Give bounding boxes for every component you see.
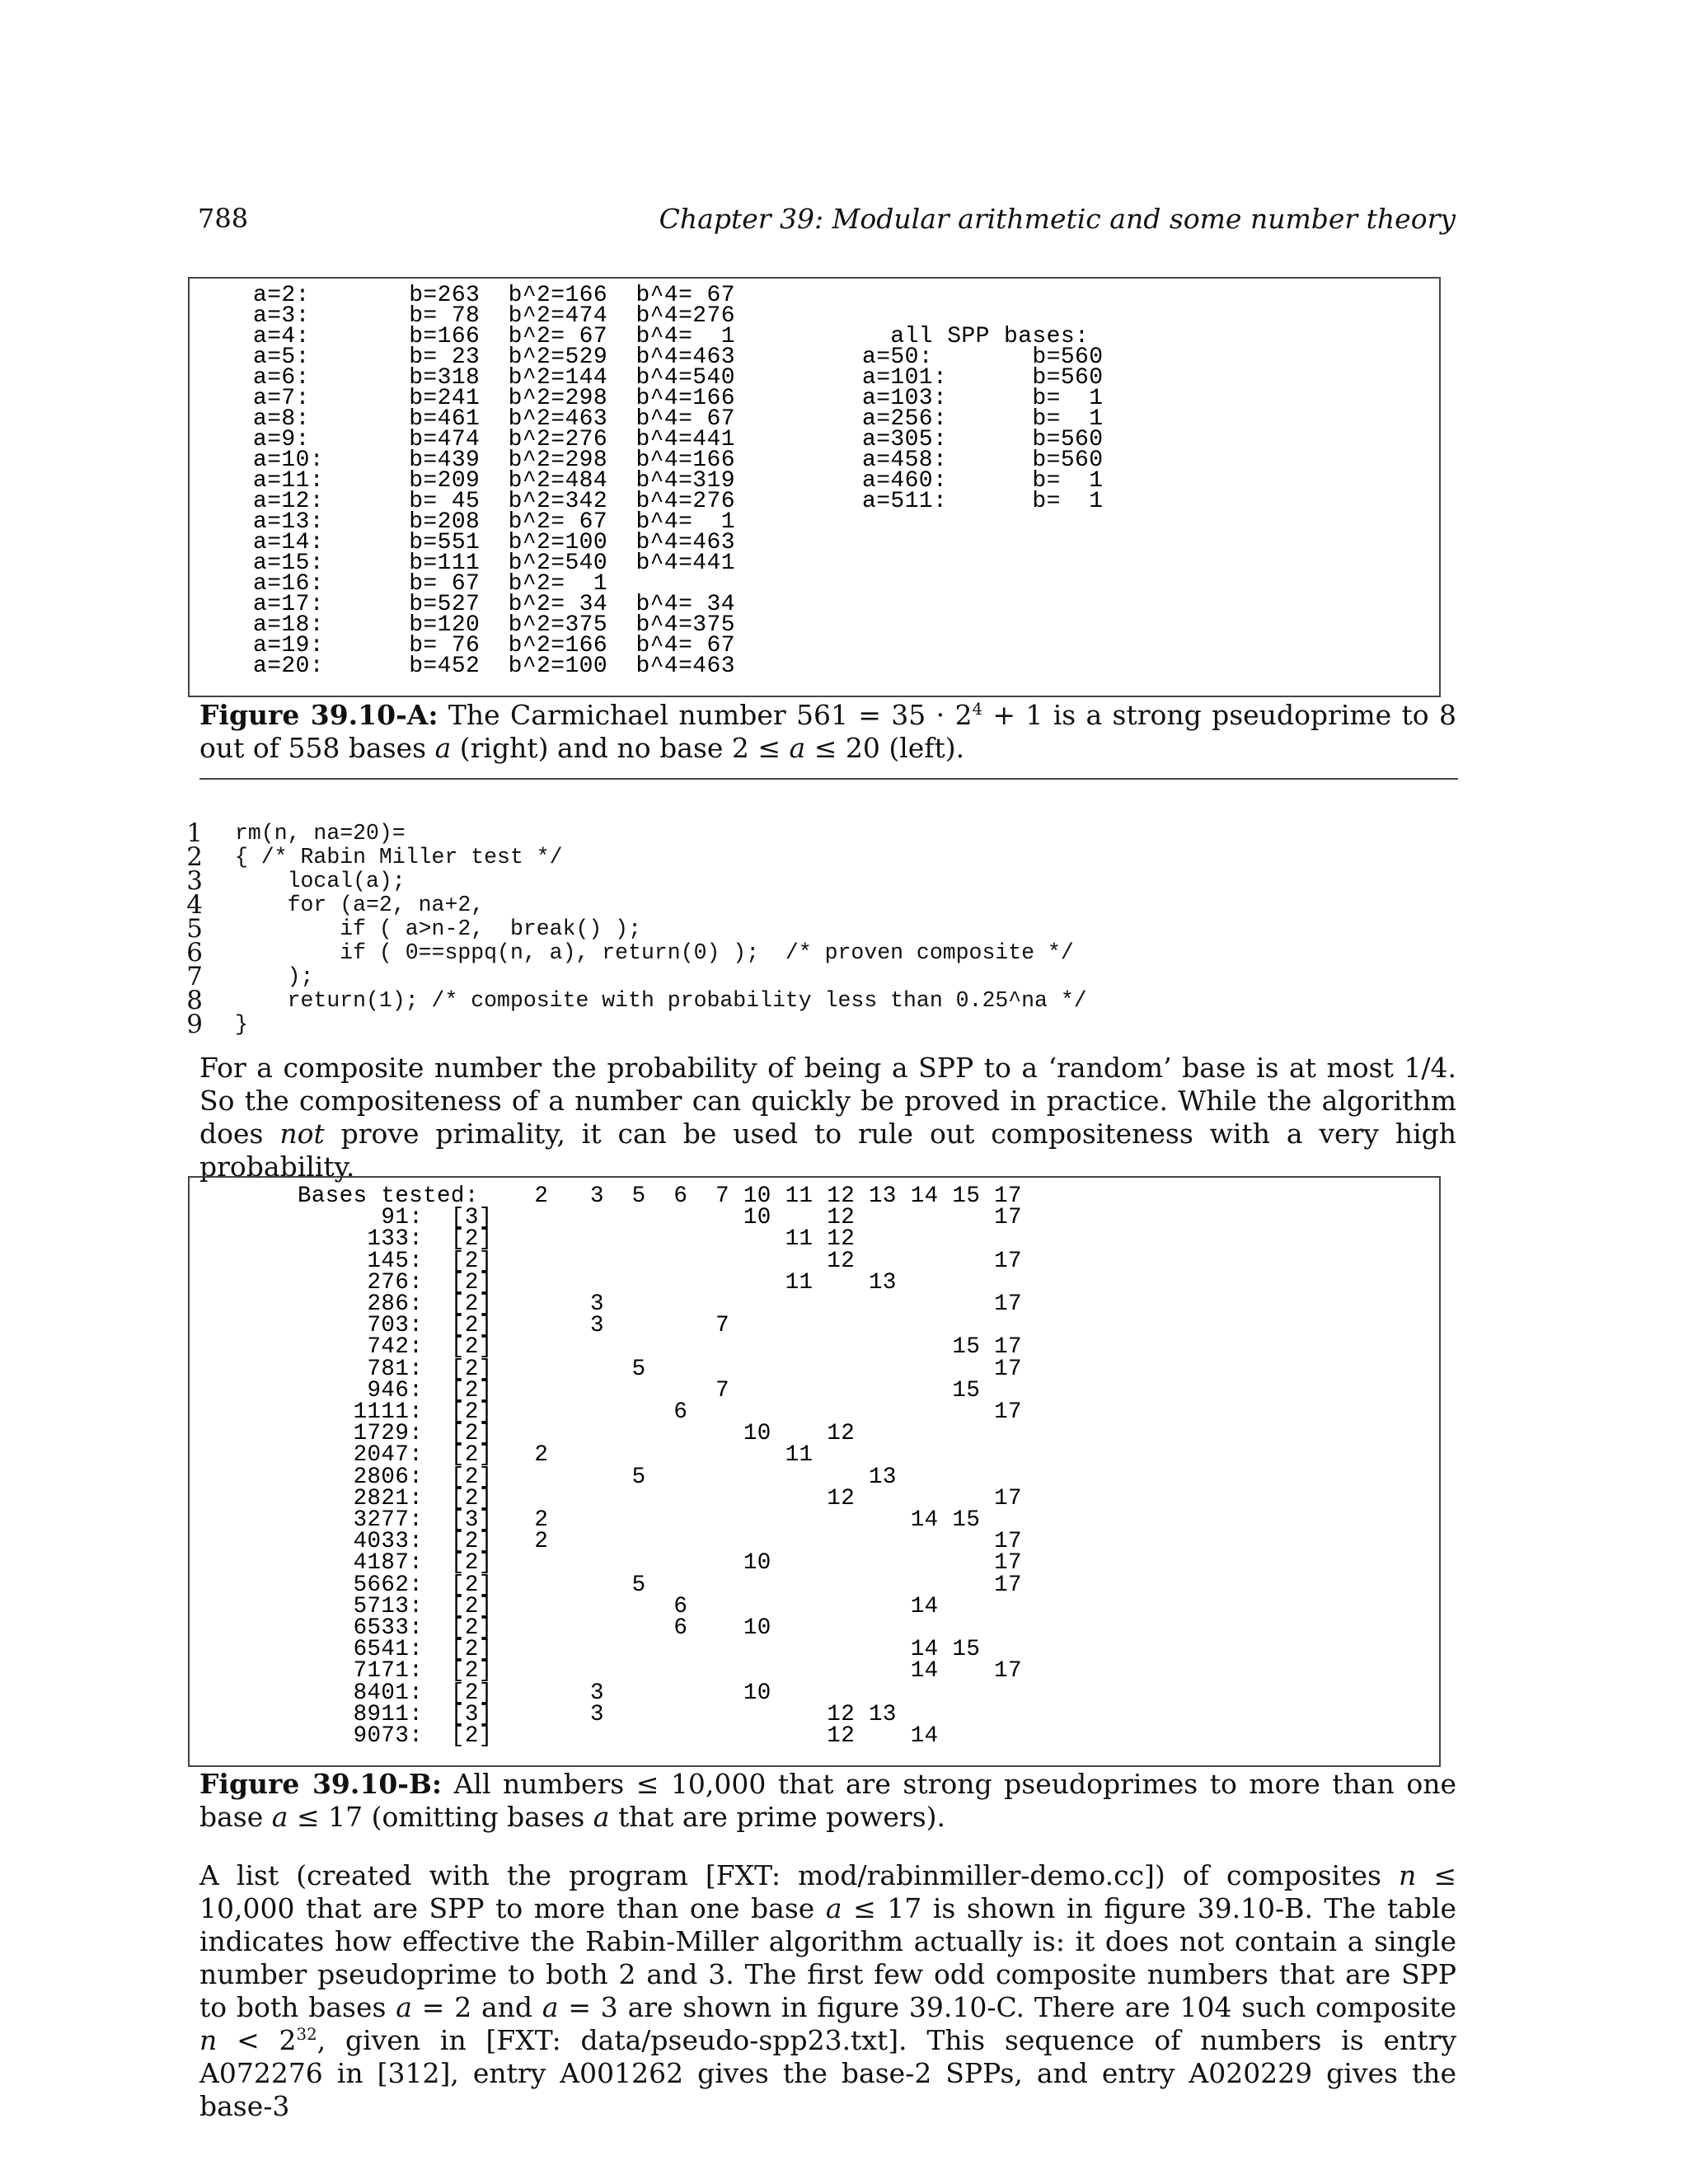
figure-b-table: Bases tested: 2 3 5 6 7 10 11 12 13 14 15 17 91: [3] 10 12 17 133: [2] 11 12 145: [2] 12 17 276: [2] 11 13 286: [2] 3 17 703: [2] 3 7 742: [2] 15 17 781: [2] 5 17 946: [2] 7 15 1111: [2] 6 17 1729: [2] 10 12 2047: [2] 2 11 2806: [2] 5 13 2821: [2] 12 17 3277: [3] 2 14 15 4033: [2] 2 17 4187: [2] 10 17 5662: [2] 5 17 5713: [2] 6 14 6533: [2] 6 10 6541: [2] 14 15 7171: [2] 14 17 8401: [2] 3 10 8911: [3] 3 12 13 9073: [2] 12 14	[298, 1183, 1022, 1750]
chapter-title: Chapter 39: Modular arithmetic and some number theory	[659, 203, 1456, 235]
figure-a-rule	[199, 778, 1458, 780]
code-line-numbers: 1 2 3 4 5 6 7 8 9	[186, 818, 203, 1039]
code-listing: rm(n, na=20)= { /* Rabin Miller test */ local(a); for (a=2, na+2, if ( a>n-2, break() ); if ( 0==sppq(n, a), return(0) ); /* proven composite */ ); return(1); /* composite with probability less than 0.25^na */ }	[235, 821, 1087, 1037]
paragraph-rabinmiller-list: A list (created with the program [FXT: mod/rabinmiller-demo.cc]) of composites n ≤ 10,000 that are SPP to more than one base a ≤ 17 is shown in figure 39.10-B. The table indicates how effective the Rabin-Miller algorithm actually is: it does not contain a single number pseudoprime to both 2 and 3. The first few odd composite numbers that are SPP to both bases a = 2 and a = 3 are shown in figure 39.10-C. There are 104 such composite $n < 2^{32}$, given in [FXT: data/pseudo-spp23.txt]. This sequence of numbers is entry A072276 in [312], entry A001262 gives the base-2 SPPs, and entry A020229 gives the base-3	[199, 1859, 1456, 2122]
figure-a-right-table: all SPP bases: a=50: b=560 a=101: b=560 a=103: b= 1 a=256: b= 1 a=305: b=560 a=458: b=560 a=460: b= 1 a=511: b= 1	[862, 324, 1104, 514]
page-number: 788	[198, 203, 249, 234]
figure-a-left-table: a=2: b=263 b^2=166 b^4= 67 a=3: b= 78 b^2=474 b^4=276 a=4: b=166 b^2= 67 b^4= 1 a=5: b= 23 b^2=529 b^4=463 a=6: b=318 b^2=144 b^4=540 a=7: b=241 b^2=298 b^4=166 a=8: b=461 b^2=463 b^4= 67 a=9: b=474 b^2=276 b^4=441 a=10: b=439 b^2=298 b^4=166 a=11: b=209 b^2=484 b^4=319 a=12: b= 45 b^2=342 b^4=276 a=13: b=208 b^2= 67 b^4= 1 a=14: b=551 b^2=100 b^4=463 a=15: b=111 b^2=540 b^4=441 a=16: b= 67 b^2= 1 a=17: b=527 b^2= 34 b^4= 34 a=18: b=120 b^2=375 b^4=375 a=19: b= 76 b^2=166 b^4= 67 a=20: b=452 b^2=100 b^4=463	[253, 283, 735, 679]
figure-b-label: Figure 39.10-B:	[199, 1768, 443, 1800]
figure-b-caption: Figure 39.10-B: All numbers ≤ 10,000 that are strong pseudoprimes to more than one base a ≤ 17 (omitting bases a that are prime powers).	[199, 1768, 1456, 1833]
figure-a-caption: Figure 39.10-A: The Carmichael number $561 = 35 \cdot 2^4 + 1$ is a strong pseudoprime to 8 out of 558 bases a (right) and no base 2 ≤ a ≤ 20 (left).	[199, 699, 1457, 764]
paragraph-probability: For a composite number the probability of being a SPP to a ‘random’ base is at most 1/4. So the compositeness of a number can quickly be proved in practice. While the algorithm does not prove primality, it can be used to rule out compositeness with a very high probability.	[199, 1052, 1456, 1183]
figure-a-label: Figure 39.10-A:	[199, 699, 438, 731]
